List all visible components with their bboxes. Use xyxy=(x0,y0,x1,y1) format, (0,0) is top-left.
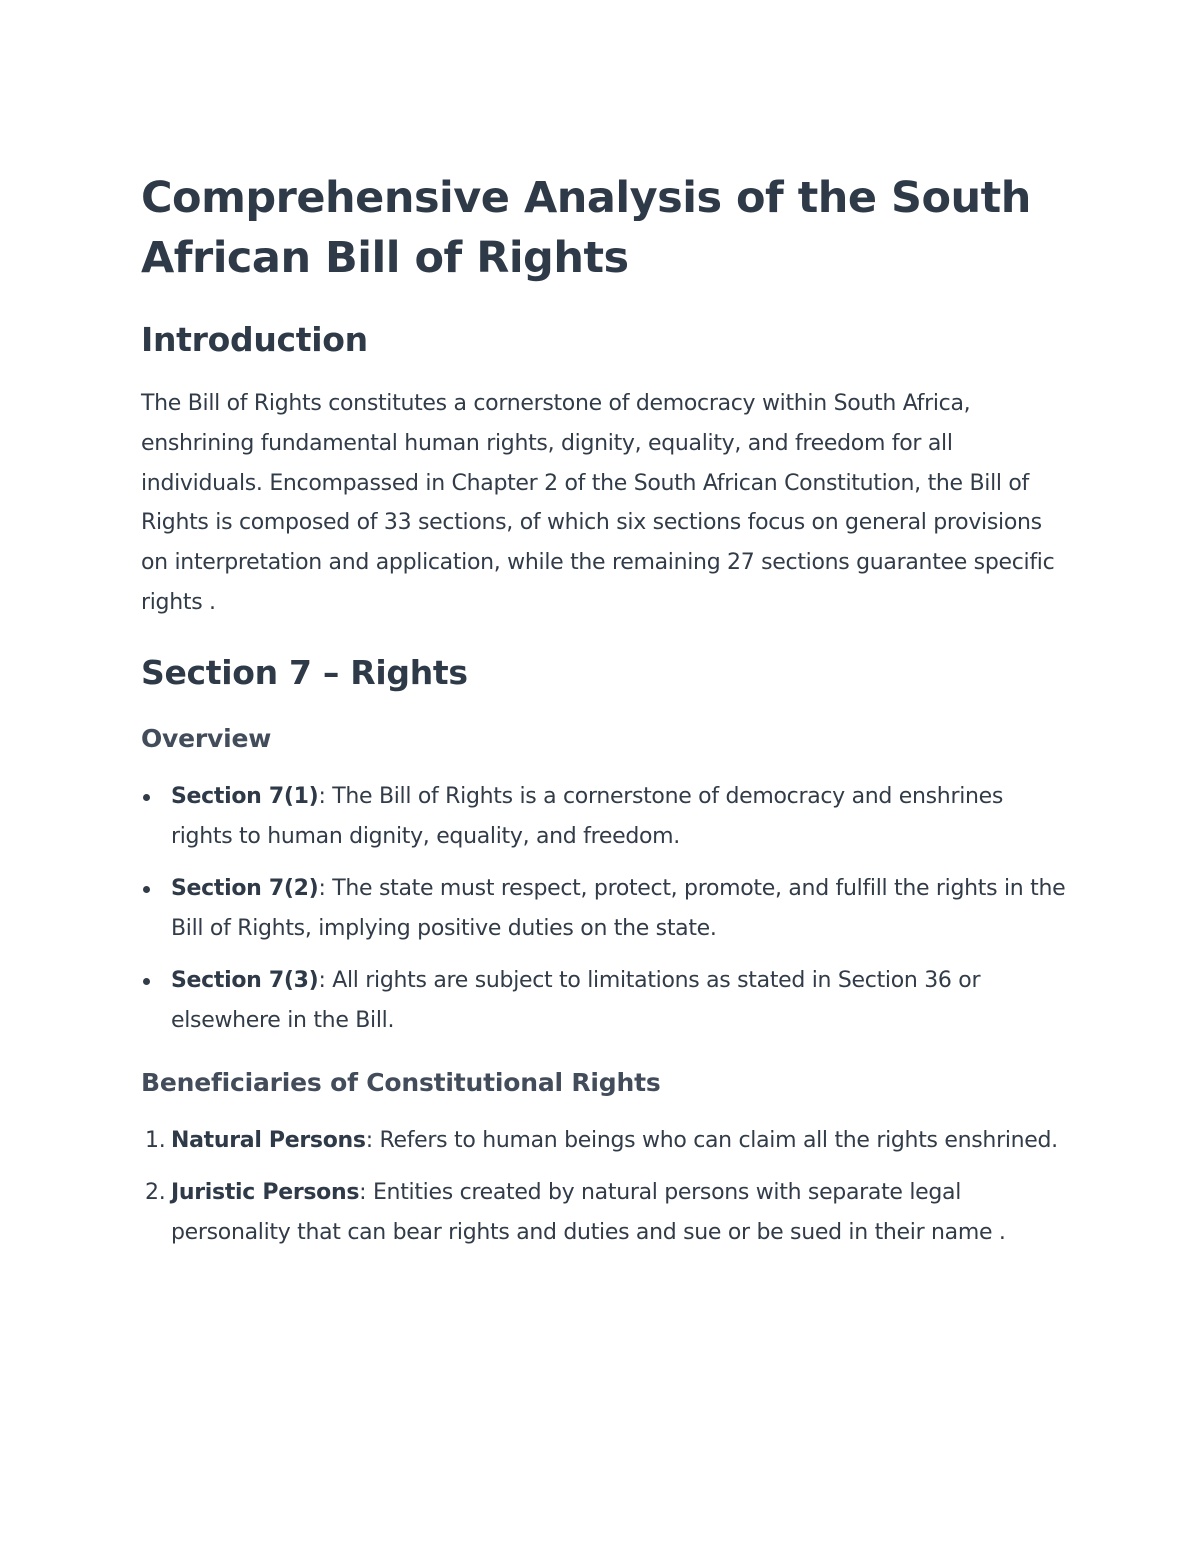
beneficiaries-list xyxy=(141,1121,1066,1253)
introduction-paragraph: The Bill of Rights constitutes a cornerstone of democracy within South Africa, enshrining fundamental human rights, dignity, equality, and freedom for all individuals. Encompassed in Chapter 2 of the South African Constitution, the Bill of Rights is composed of 33 sections, of which six sections focus on general provisions on interpretation and application, while the remaining 27 sections guarantee specific rights . xyxy=(141,391,1055,615)
bullet-icon xyxy=(143,978,150,985)
list-item-text: : Refers to human beings who can claim all the rights enshrined. xyxy=(365,1127,1058,1153)
list-item-number: 1. xyxy=(145,1127,166,1153)
list-item-term: Section 7(2) xyxy=(171,875,319,901)
bullet-icon xyxy=(143,886,150,893)
list-item xyxy=(141,1121,1066,1161)
section-7-heading: Section 7 – Rights xyxy=(141,652,468,692)
list-item-term: Juristic Persons xyxy=(171,1179,360,1205)
list-item xyxy=(141,1173,1066,1253)
document-title: Comprehensive Analysis of the South African Bill of Rights xyxy=(141,173,1031,283)
beneficiaries-heading: Beneficiaries of Constitutional Rights xyxy=(141,1067,661,1097)
list-item xyxy=(141,869,1066,949)
list-item-term: Section 7(1) xyxy=(171,783,319,809)
introduction-heading: Introduction xyxy=(141,320,368,359)
list-item xyxy=(141,961,1066,1041)
list-item-number: 2. xyxy=(145,1179,166,1205)
bullet-icon xyxy=(143,794,150,801)
list-item-text: : All rights are subject to limitations as stated in Section 36 or elsewhere in the Bill. xyxy=(171,967,981,1033)
overview-heading: Overview xyxy=(141,723,272,753)
list-item-term: Section 7(3) xyxy=(171,967,319,993)
list-item-text: : The state must respect, protect, promote, and fulfill the rights in the Bill of Rights, implying positive duties on the state. xyxy=(171,875,1066,941)
document-page xyxy=(141,168,1066,1265)
list-item xyxy=(141,777,1066,857)
list-item-text: : The Bill of Rights is a cornerstone of democracy and enshrines rights to human dignity, equality, and freedom. xyxy=(171,783,1004,849)
list-item-term: Natural Persons xyxy=(171,1127,366,1153)
overview-list xyxy=(141,777,1066,1041)
list-item-text: : Entities created by natural persons with separate legal personality that can bear rights and duties and sue or be sued in their name . xyxy=(171,1179,1006,1245)
